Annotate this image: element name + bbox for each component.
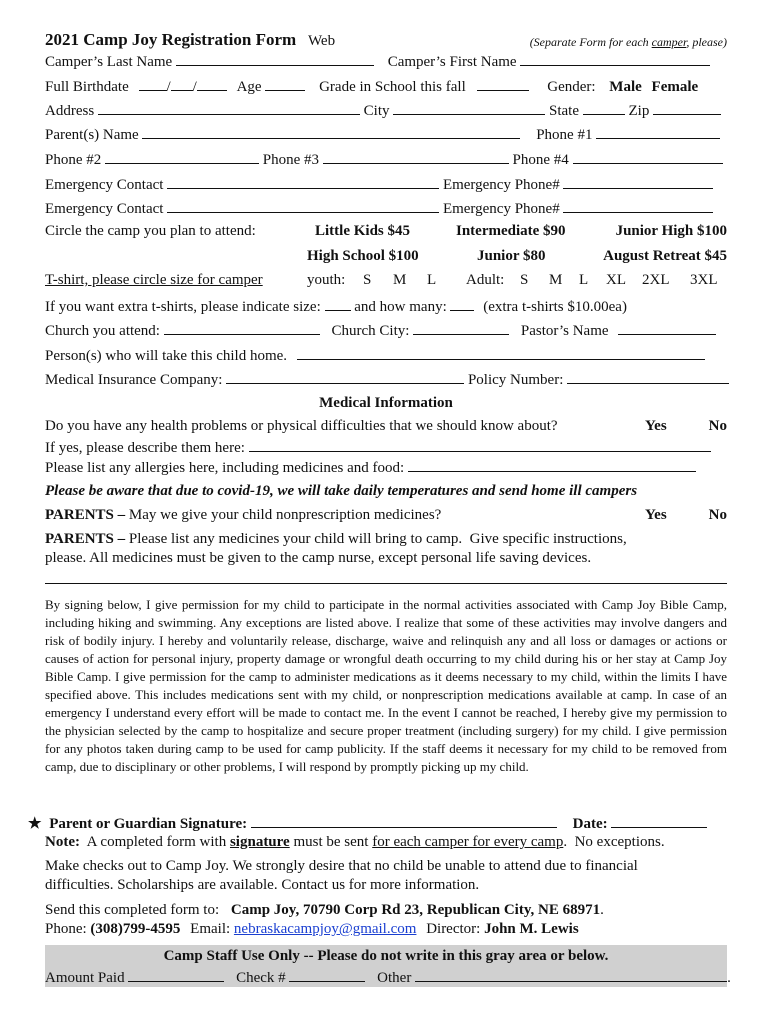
separate-form-note [530, 32, 727, 52]
youth-size-option[interactable]: S [363, 272, 372, 288]
amount-paid-field[interactable] [128, 966, 224, 982]
adult-size-option[interactable]: S [520, 272, 529, 288]
phone3-field[interactable] [323, 148, 509, 164]
staff-fields-row: Amount Paid Check # Other . [45, 966, 727, 988]
camp-prompt: Circle the camp you plan to attend: [45, 223, 256, 239]
camp-option[interactable]: Little Kids $45 [315, 223, 411, 239]
health-no-option[interactable]: No [708, 418, 727, 434]
last-name-label: Camper’s Last Name [45, 54, 173, 70]
emergency-phone-label: Emergency Phone# [442, 201, 560, 217]
emergency-contact-label: Emergency Contact [45, 177, 164, 193]
nonprescription-yes-option[interactable]: Yes [645, 507, 667, 523]
medical-heading: Medical Information [319, 395, 453, 411]
policy-number-label: Policy Number: [467, 372, 564, 388]
contact-row [45, 919, 727, 941]
other-field[interactable] [415, 966, 727, 982]
form-title: 2021 Camp Joy Registration Form [45, 30, 297, 49]
note-suffix: , please) [686, 35, 727, 49]
camp-option[interactable]: August Retreat $45 [603, 248, 727, 264]
adult-size-option[interactable]: XL [606, 272, 626, 288]
mailing-address: Camp Joy, 70790 Corp Rd 23, Republican City, NE 68971 [230, 902, 601, 918]
adult-size-option[interactable]: 2XL [642, 272, 670, 288]
extra-count-label: and how many: [354, 299, 447, 315]
state-field[interactable] [583, 99, 625, 115]
parents-label: PARENTS – [45, 531, 126, 547]
gender-label: Gender: [547, 79, 596, 95]
staff-use-area [45, 945, 731, 987]
city-label: City [363, 103, 390, 119]
zip-field[interactable] [653, 99, 721, 115]
camp-option[interactable]: Junior $80 [477, 248, 546, 264]
insurance-row [45, 368, 727, 390]
medicines-field[interactable] [45, 583, 727, 584]
payment-line-2 [45, 875, 727, 897]
name-row [45, 50, 727, 72]
tshirt-label: T-shirt, please circle size for camper [45, 272, 263, 288]
emergency-row-2 [45, 197, 727, 219]
signature-field[interactable] [251, 812, 557, 828]
note-prefix: (Separate Form for each [529, 35, 652, 49]
phone2-field[interactable] [105, 148, 259, 164]
health-question-row [45, 416, 727, 438]
note-text-3: . No exceptions. [563, 834, 665, 850]
birth-day-field[interactable] [171, 75, 193, 91]
address-row [45, 99, 727, 121]
address-label: Address [45, 103, 95, 119]
web-label: Web [307, 33, 336, 49]
church-label: Church you attend: [45, 323, 160, 339]
church-city-field[interactable] [413, 319, 509, 335]
phones-row [45, 148, 727, 170]
pastor-field[interactable] [618, 319, 716, 335]
birthdate-label: Full Birthdate [45, 79, 129, 95]
check-number-label: Check # [236, 970, 286, 986]
camp-option[interactable]: Junior High $100 [615, 223, 727, 239]
emergency-contact-label: Emergency Contact [45, 201, 164, 217]
age-field[interactable] [265, 75, 305, 91]
phone-label: Phone: [45, 921, 87, 937]
nonprescription-question: May we give your child nonprescription medicines? [125, 507, 442, 523]
youth-label: youth: [307, 272, 346, 288]
date-label: Date: [572, 816, 608, 832]
signature-row [28, 812, 728, 834]
pickup-field[interactable] [297, 344, 705, 360]
pastor-label: Pastor’s Name [520, 323, 609, 339]
birth-month-field[interactable] [139, 75, 167, 91]
note-text-1: A completed form with [79, 834, 230, 850]
permission-paragraph: By signing below, I give permission for my child to participate in the normal activities associated with Camp Joy Bible Camp, including hiking and swimming. Any exceptions are listed above. I realize that some of these activities may involve dangers and risk of bodily injury. I hereby and voluntarily release, discharge, waive and relinquish any and all loss or damages or actions or causes of action for personal injury, property damage or wrongful death occurring to my child during his or her stay at Camp Joy Bible Camp. I give permission for the camp to administer medications as it deems necessary to my child, within the limits I have specified above. This includes medications sent with my child, or nonprescription medications available at camp. In case of an emergency I understand every effort will be made to contact me. In the event I cannot be reached, I hereby give my permission to the physician selected by the camp to hospitalize and secure proper treatment (including surgery) for my child. I give permission for any photos taken during camp to be used for camp publicity. If the staff deems it necessary for my child to be removed from camp, due to disciplinary or other problems, I will respond by promptly picking up my child. [45, 597, 727, 774]
describe-field[interactable] [249, 436, 711, 452]
address-field[interactable] [98, 99, 360, 115]
note-label: Note: [45, 834, 80, 850]
staff-heading: Camp Staff Use Only -- Please do not write in this gray area or below. [163, 948, 609, 964]
birth-year-field[interactable] [197, 75, 227, 91]
covid-notice: Please be aware that due to covid-19, we will take daily temperatures and send home ill campers [45, 483, 638, 499]
check-number-field[interactable] [289, 966, 365, 982]
email-link[interactable]: nebraskacampjoy@gmail.com [233, 921, 417, 937]
camp-row-2 [45, 246, 727, 268]
form-header [45, 30, 727, 52]
gender-male-option[interactable]: Male [609, 79, 642, 95]
phone4-field[interactable] [573, 148, 723, 164]
other-label: Other [377, 970, 412, 986]
note-text-2: must be sent [289, 834, 373, 850]
star-icon: ★ [28, 816, 42, 832]
medical-heading-row [45, 393, 727, 415]
emergency-contact-1-field[interactable] [167, 173, 439, 189]
parent-name-label: Parent(s) Name [45, 127, 139, 143]
nonprescription-row [45, 505, 727, 527]
nonprescription-no-option[interactable]: No [708, 507, 727, 523]
director-label: Director: [426, 921, 481, 937]
phone2-label: Phone #2 [45, 152, 102, 168]
adult-size-option[interactable]: M [549, 272, 563, 288]
emergency-phone-1-field[interactable] [563, 173, 713, 189]
last-name-field[interactable] [176, 50, 374, 66]
extra-tshirt-row [45, 295, 727, 317]
state-label: State [549, 103, 580, 119]
camp-option[interactable]: High School $100 [307, 248, 419, 264]
first-name-label: Camper’s First Name [387, 54, 517, 70]
adult-size-option[interactable]: L [579, 272, 589, 288]
insurance-company-field[interactable] [226, 368, 464, 384]
extra-size-field[interactable] [325, 295, 351, 311]
note-camper: camper [651, 35, 687, 49]
pickup-row [45, 344, 727, 366]
camp-phone: (308)799-4595 [90, 921, 181, 937]
health-yes-option[interactable]: Yes [645, 418, 667, 434]
gender-female-option[interactable]: Female [651, 79, 699, 95]
phone3-label: Phone #3 [262, 152, 319, 168]
describe-row [45, 436, 727, 458]
note-signature: signature [229, 834, 290, 850]
email-label: Email: [190, 921, 231, 937]
emergency-phone-2-field[interactable] [563, 197, 713, 213]
pickup-label: Person(s) who will take this child home. [45, 348, 288, 364]
youth-size-option[interactable]: L [427, 272, 437, 288]
describe-label: If yes, please describe them here: [45, 440, 245, 456]
emergency-phone-label: Emergency Phone# [442, 177, 560, 193]
send-to-label: Send this completed form to: [45, 902, 220, 918]
camp-option[interactable]: Intermediate $90 [456, 223, 566, 239]
adult-label: Adult: [466, 272, 505, 288]
grade-field[interactable] [477, 75, 529, 91]
covid-row [45, 481, 727, 503]
medicines-instructions: Please list any medicines your child will bring to camp. Give specific instructions, [125, 531, 627, 547]
amount-paid-label: Amount Paid [45, 970, 125, 986]
extra-price-note: (extra t-shirts $10.00ea) [483, 299, 627, 315]
send-to-row: Send this completed form to: Camp Joy, 70790 Corp Rd 23, Republican City, NE 68971. [45, 902, 604, 918]
medicines-row-2 [45, 548, 727, 570]
parent-name-field[interactable] [142, 123, 520, 139]
parent-row [45, 123, 727, 145]
emergency-row-1 [45, 173, 727, 195]
age-label: Age [236, 79, 262, 95]
allergies-label: Please list any allergies here, including medicines and food: [45, 460, 405, 476]
church-field[interactable] [164, 319, 320, 335]
grade-label: Grade in School this fall [319, 79, 466, 95]
phone1-field[interactable] [596, 123, 720, 139]
extra-count-field[interactable] [450, 295, 474, 311]
insurance-company-label: Medical Insurance Company: [45, 372, 223, 388]
phone4-label: Phone #4 [512, 152, 569, 168]
youth-size-option[interactable]: M [393, 272, 407, 288]
allergies-row [45, 456, 727, 478]
phone1-label: Phone #1 [536, 127, 593, 143]
allergies-field[interactable] [408, 456, 696, 472]
emergency-contact-2-field[interactable] [167, 197, 439, 213]
payment-text-1: Make checks out to Camp Joy. We strongly desire that no child be unable to attend due to financial [45, 858, 638, 874]
birthdate-row: Full Birthdate / / Age Grade in School this fall Gender: Male Female [45, 75, 727, 97]
zip-label: Zip [628, 103, 650, 119]
adult-size-option[interactable]: 3XL [690, 272, 718, 288]
date-field[interactable] [611, 812, 707, 828]
camp-row-1 [45, 221, 727, 243]
parents-label: PARENTS – [45, 507, 126, 523]
tshirt-row [45, 270, 727, 292]
medicines-instructions-cont: please. All medicines must be given to the camp nurse, except personal life saving devices. [45, 550, 592, 566]
church-city-label: Church City: [331, 323, 410, 339]
note-row [45, 832, 727, 854]
director-name: John M. Lewis [484, 921, 579, 937]
city-field[interactable] [393, 99, 545, 115]
payment-text-2: difficulties. Scholarships are available. Contact us for more information. [45, 877, 480, 893]
first-name-field[interactable] [520, 50, 710, 66]
health-question: Do you have any health problems or physical difficulties that we should know about? [45, 418, 558, 434]
note-each-camper: for each camper for every camp [372, 834, 564, 850]
policy-number-field[interactable] [567, 368, 729, 384]
extra-size-label: If you want extra t-shirts, please indicate size: [45, 299, 321, 315]
signature-label: Parent or Guardian Signature: [49, 816, 248, 832]
church-row [45, 319, 727, 341]
